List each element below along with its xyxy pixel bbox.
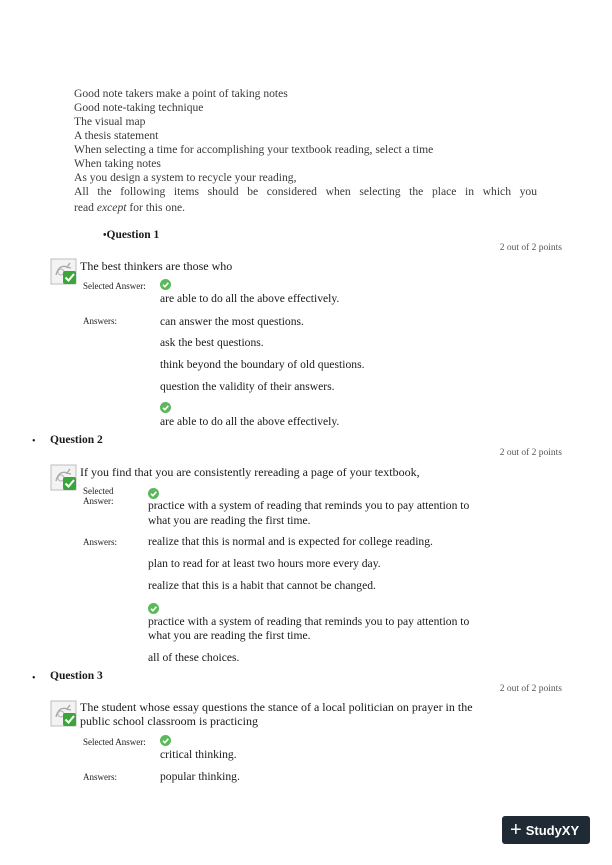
question-1-points: 2 out of 2 points	[499, 243, 562, 253]
check-icon	[160, 402, 171, 413]
selected-answer-text: practice with a system of reading that reminds you to pay attention to	[148, 499, 470, 512]
correct-answer-icon	[50, 258, 77, 285]
selected-answer-text: critical thinking.	[160, 748, 237, 761]
selected-answer-label: Selected Answer:	[83, 281, 146, 291]
intro-line: Good note-taking technique	[74, 101, 204, 114]
answer-option: question the validity of their answers.	[160, 380, 335, 393]
intro-line: When taking notes	[74, 157, 161, 170]
intro-line: As you design a system to recycle your reading,	[74, 171, 297, 184]
intro-line: When selecting a time for accomplishing your textbook reading, select a time	[74, 143, 434, 156]
intro-text: read	[74, 201, 97, 214]
answer-option: plan to read for at least two hours more every day.	[148, 557, 381, 570]
selected-answer-label: Selected Answer:	[83, 737, 146, 747]
answer-label: Answer:	[83, 496, 114, 506]
answer-option: realize that this is normal and is expected for college reading.	[148, 535, 433, 548]
question-title-label: Question 1	[106, 229, 160, 241]
bullet-icon: •	[32, 673, 36, 684]
intro-paragraph-line: All the following items should be considered when selecting the place in which you	[74, 185, 537, 198]
correct-answer-icon	[50, 700, 77, 727]
check-icon	[148, 488, 159, 499]
answer-option: ask the best questions.	[160, 336, 264, 349]
selected-answer-text: what you are reading the first time.	[148, 514, 311, 527]
question-2-points: 2 out of 2 points	[499, 448, 562, 458]
selected-label: Selected	[83, 486, 114, 496]
question-3-title: Question 3	[50, 670, 103, 682]
answers-label: Answers:	[83, 537, 117, 547]
selected-answer-text: are able to do all the above effectively.	[160, 292, 340, 305]
studyxy-logo	[502, 816, 590, 844]
answer-option: can answer the most questions.	[160, 315, 304, 328]
answers-label: Answers:	[83, 316, 117, 326]
intro-line: A thesis statement	[74, 129, 159, 142]
intro-paragraph-line	[74, 201, 185, 214]
answer-option-correct: what you are reading the first time.	[148, 629, 311, 642]
question-3-points: 2 out of 2 points	[499, 684, 562, 694]
intro-line: Good note takers make a point of taking notes	[74, 87, 288, 100]
question-3-text: The student whose essay questions the stance of a local politician on prayer in the	[80, 700, 473, 714]
question-1-title	[103, 229, 159, 241]
answer-option: realize that this is a habit that cannot be changed.	[148, 579, 376, 592]
question-2-text: If you find that you are consistently rereading a page of your textbook,	[80, 465, 420, 479]
plus-icon: +	[510, 819, 522, 841]
intro-text: for this one.	[126, 201, 186, 214]
check-icon	[160, 279, 171, 290]
answer-option: think beyond the boundary of old questions.	[160, 358, 365, 371]
logo-text: StudyXY	[525, 822, 580, 838]
question-3-text: public school classroom is practicing	[80, 714, 258, 728]
intro-emphasis: except	[96, 201, 127, 214]
bullet-icon: •	[103, 230, 107, 241]
question-2-title: Question 2	[50, 434, 103, 446]
answer-option-correct: are able to do all the above effectively.	[160, 415, 340, 428]
check-icon	[148, 603, 159, 614]
answer-option-correct: practice with a system of reading that reminds you to pay attention to	[148, 615, 470, 628]
correct-answer-icon	[50, 464, 77, 491]
answer-option: popular thinking.	[160, 770, 240, 783]
answer-option: all of these choices.	[148, 651, 240, 664]
answers-label: Answers:	[83, 772, 117, 782]
bullet-icon: •	[32, 436, 36, 447]
check-icon	[160, 735, 171, 746]
intro-line: The visual map	[74, 115, 146, 128]
question-1-text: The best thinkers are those who	[80, 259, 233, 273]
